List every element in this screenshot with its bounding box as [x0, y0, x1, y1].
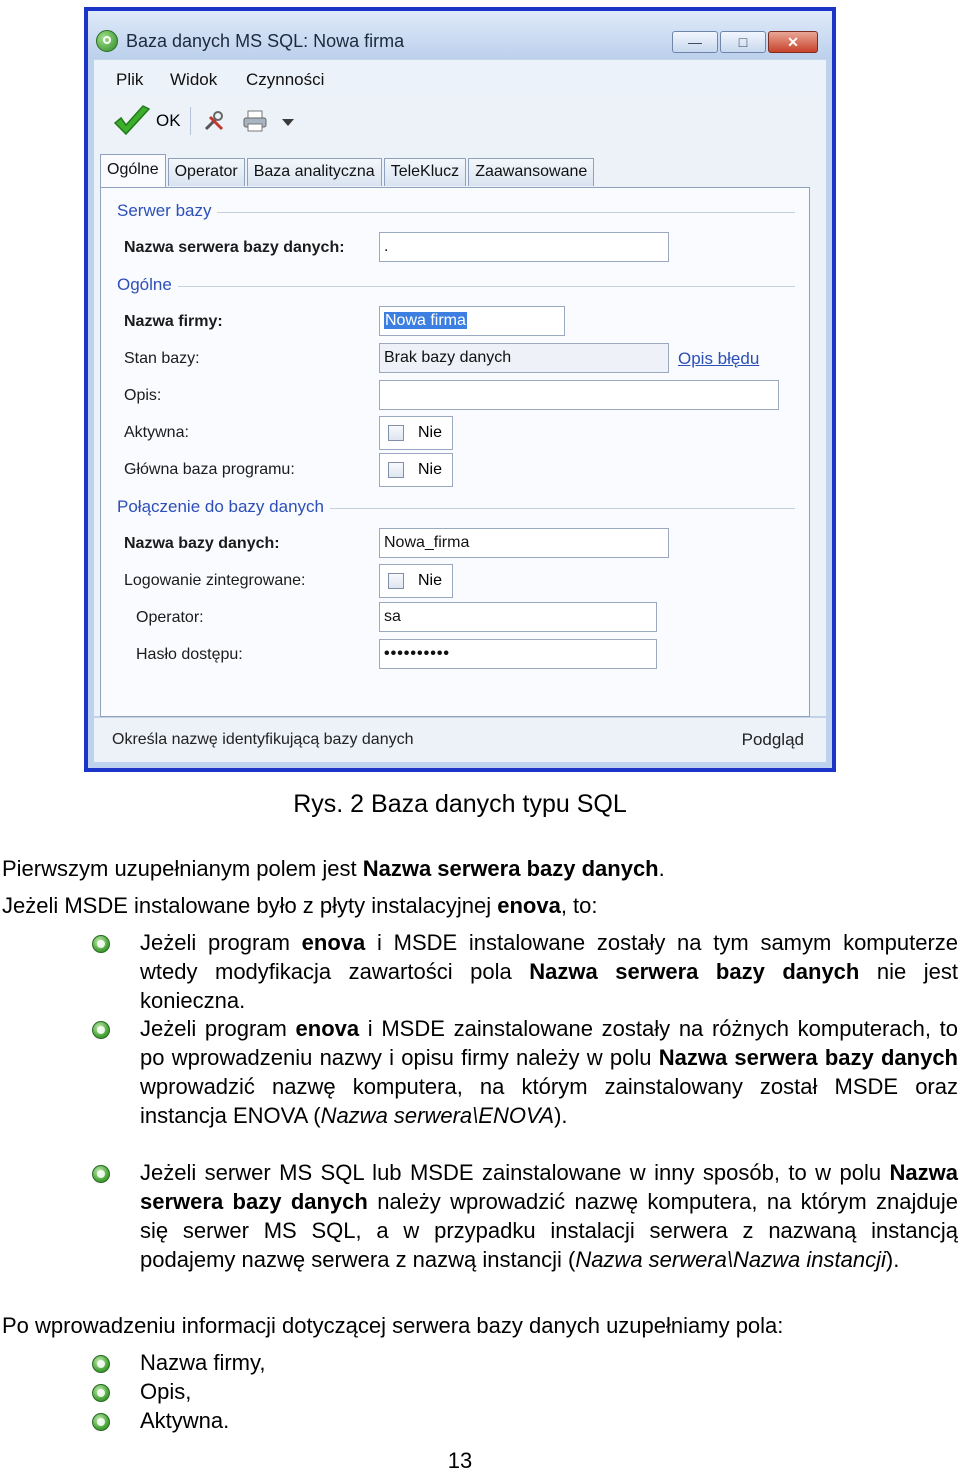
minimize-button[interactable]: — — [672, 31, 718, 53]
menu-bar — [94, 59, 826, 98]
db-state-field: Brak bazy danych — [379, 343, 669, 373]
description-label: Opis: — [124, 387, 162, 404]
menu-widok[interactable]: Widok — [170, 70, 218, 89]
paragraph-3: Po wprowadzeniu informacji dotyczącej serwera bazy danych uzupełniamy pola: — [2, 1313, 784, 1338]
integrated-login-value: Nie — [418, 572, 443, 589]
active-label: Aktywna: — [124, 424, 189, 441]
content-area — [94, 147, 826, 716]
password-input[interactable]: •••••••••• — [379, 639, 657, 669]
tab-baza-analityczna[interactable]: Baza analityczna — [247, 158, 382, 186]
section-server — [117, 201, 795, 223]
list-item: Jeżeli serwer MS SQL lub MSDE zainstalowane w inny sposób, to w polu Nazwa serwera bazy danych należy wprowadzić nazwę komputera, na którym znajduje się serwer MS SQL, a w przypadku instalacji serwera z nazwaną instancją podajemy nazwę serwera z nazwą instancji (Nazwa serwera\Nazwa instancji). — [140, 1160, 958, 1272]
window-title: Baza danych MS SQL: Nowa firma — [126, 31, 405, 51]
ok-button[interactable]: OK — [156, 111, 181, 130]
db-state-label: Stan bazy: — [124, 350, 200, 367]
menu-plik[interactable]: Plik — [116, 70, 144, 89]
list-item: Jeżeli program enova i MSDE zainstalowane zostały na różnych komputerach, to po wprowadzeniu nazwy i opisu firmy należy w polu Nazwa serwera bazy danych wprowadzić nazwę komputera, na którym zainstalowany został MSDE oraz instancja ENOVA (Nazwa serwera\ENOVA). — [140, 1016, 958, 1128]
list-item: Opis, — [140, 1379, 192, 1404]
section-connection — [117, 497, 795, 519]
list-item: Jeżeli program enova i MSDE instalowane zostały na tym samym komputerze wtedy modyfikacja zawartości pola Nazwa serwera bazy danych nie jest konieczna. — [140, 930, 959, 1013]
company-name-value: Nowa firma — [385, 312, 466, 329]
paragraph-2: Jeżeli MSDE instalowane było z płyty instalacyjnej enova, to: — [2, 893, 598, 918]
tab-teleklucz[interactable]: TeleKlucz — [384, 158, 466, 186]
operator-input[interactable]: sa — [379, 602, 657, 632]
bullet-icon — [92, 1413, 110, 1431]
server-name-input[interactable]: . — [379, 232, 669, 262]
tab-operator[interactable]: Operator — [168, 158, 245, 186]
printer-icon[interactable] — [242, 109, 268, 133]
operator-label: Operator: — [136, 609, 204, 626]
db-name-input[interactable]: Nowa_firma — [379, 528, 669, 558]
main-db-value: Nie — [418, 461, 443, 478]
status-bar — [94, 717, 826, 762]
bullet-icon — [92, 1021, 110, 1039]
bullet-icon — [92, 1165, 110, 1183]
close-button[interactable]: ✕ — [768, 31, 818, 53]
preview-button[interactable]: Podgląd — [741, 730, 804, 749]
checkbox-box[interactable] — [388, 425, 404, 441]
main-db-checkbox[interactable] — [379, 453, 453, 487]
section-server-label: Serwer bazy — [117, 201, 217, 220]
active-value: Nie — [418, 424, 443, 441]
company-name-input[interactable] — [379, 306, 565, 336]
bullet-icon — [92, 1384, 110, 1402]
tab-zaawansowane[interactable]: Zaawansowane — [468, 158, 594, 186]
bullet-icon — [92, 935, 110, 953]
list-item: Aktywna. — [140, 1408, 230, 1433]
checkmark-icon[interactable] — [112, 105, 152, 139]
checkbox-box[interactable] — [388, 573, 404, 589]
section-general-label: Ogólne — [117, 275, 178, 294]
app-icon — [96, 30, 118, 52]
main-db-label: Główna baza programu: — [124, 461, 295, 478]
server-name-label: Nazwa serwera bazy danych: — [124, 239, 345, 256]
dialog-window — [84, 7, 836, 772]
status-text: Określa nazwę identyfikującą bazy danych — [112, 731, 414, 748]
active-checkbox[interactable] — [379, 416, 453, 450]
paragraph-1: Pierwszym uzupełnianym polem jest Nazwa serwera bazy danych. — [2, 856, 665, 881]
page-number: 13 — [447, 1448, 473, 1473]
tab-ogolne[interactable]: Ogólne — [100, 154, 166, 187]
checkbox-box[interactable] — [388, 462, 404, 478]
section-connection-label: Połączenie do bazy danych — [117, 497, 330, 516]
figure-caption: Rys. 2 Baza danych typu SQL — [293, 790, 627, 818]
integrated-login-label: Logowanie zintegrowane: — [124, 572, 306, 589]
description-input[interactable] — [379, 380, 779, 410]
chevron-down-icon[interactable] — [282, 119, 294, 126]
integrated-login-checkbox[interactable] — [379, 564, 453, 598]
tab-strip — [100, 154, 596, 188]
error-description-link[interactable]: Opis błędu — [678, 349, 760, 368]
db-name-label: Nazwa bazy danych: — [124, 535, 280, 552]
toolbar-separator — [190, 107, 191, 135]
title-bar — [88, 11, 832, 59]
maximize-button[interactable]: □ — [720, 31, 766, 53]
list-item: Nazwa firmy, — [140, 1350, 266, 1375]
bullet-icon — [92, 1355, 110, 1373]
company-name-label: Nazwa firmy: — [124, 313, 223, 330]
tab-panel — [100, 187, 810, 717]
tools-icon[interactable] — [202, 109, 226, 133]
section-general — [117, 275, 795, 297]
toolbar — [94, 97, 826, 147]
password-label: Hasło dostępu: — [136, 646, 243, 663]
menu-czynnosci[interactable]: Czynności — [246, 70, 325, 89]
